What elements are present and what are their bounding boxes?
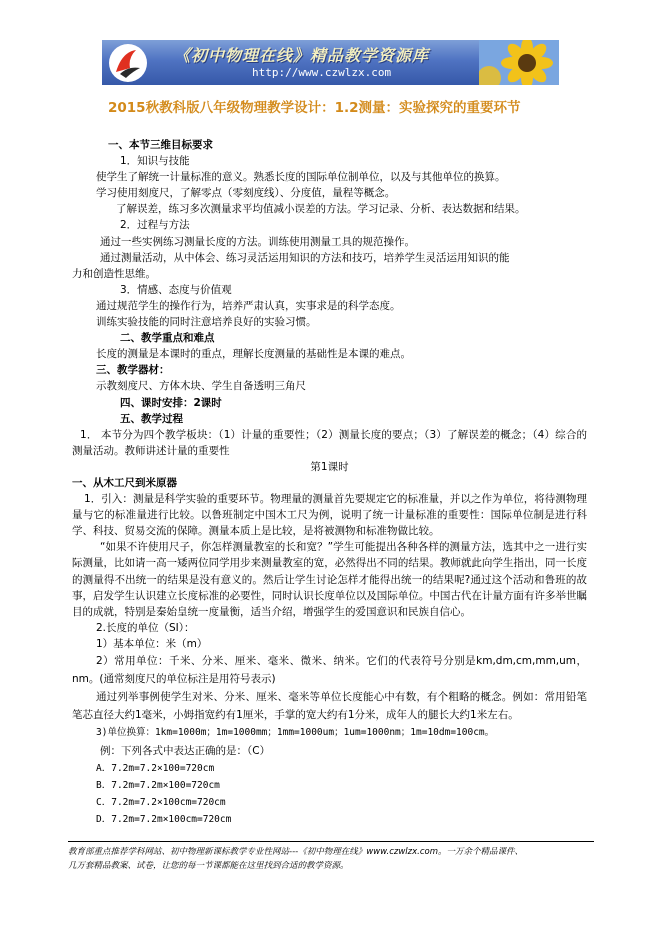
text-line: 四、课时安排：2课时 [120, 396, 222, 409]
option-b: B．7.2m=7.2m×100=720cm [96, 780, 220, 791]
text-line: 五、教学过程 [120, 412, 183, 425]
intro-paragraph: 1．引入：测量是科学实验的重要环节。物理量的测量首先要规定它的标准量，并以之作为单位，将待测物理量与它的标准量进行比较。以鲁班制定中国木工尺为例，说明了统一计量标准的重要性：国际单位制是进行科学、科技、贸易交流的保障。测量本质上是比较，是将被测物和标准物做比较。 [72, 493, 587, 538]
text-line: 学习使用刻度尺，了解零点（零刻度线）、分度值，量程等概念。 [96, 187, 396, 200]
option-c: C．7.2m=7.2×100cm=720cm [96, 797, 226, 808]
page-footer [68, 845, 594, 873]
document-title: 2015秋教科版八年级物理教学设计：1.2测量：实验探究的重要环节 [108, 100, 521, 116]
lesson-label: 第1课时 [310, 460, 349, 473]
example-prompt: 例：下列各式中表达正确的是：（C） [100, 745, 271, 757]
text-line: 了解误差，练习多次测量求平均值减小误差的方法。学习记录、分析、表达数据和结果。 [116, 203, 526, 216]
document-body [72, 137, 587, 828]
banner-url[interactable]: http://www.czwlzx.com [252, 66, 392, 79]
footer-line-1: 教育部重点推荐学科网站、初中物理新课标教学专业性网站---《初中物理在线》www.czwlzx.com。一万余个精品课件、 [68, 847, 524, 857]
text-line: 力和创造性思维。 [72, 267, 156, 280]
common-units: 2）常用单位：千米、分米、厘米、毫米、微米、纳米。它们的代表符号分别是km,dm,cm,mm,um，nm。(通常刻度尺的单位标注是用符号表示) [72, 655, 587, 685]
sunflower-icon [479, 40, 559, 85]
text-line: 一、本节三维目标要求 [108, 139, 213, 151]
objectives-section [72, 137, 587, 427]
footer-divider [68, 841, 594, 842]
option-d: D．7.2m=7.2m×100cm=720cm [96, 814, 232, 825]
text-line: 3．情感、态度与价值观 [120, 283, 232, 296]
text-line: 通过规范学生的操作行为，培养严肃认真，实事求是的科学态度。 [96, 299, 401, 312]
option-a: A．7.2m=7.2×100=720cm [96, 763, 215, 774]
banner-title: 《初中物理在线》精品教学资源库 [174, 46, 430, 65]
text-line: 1．知识与技能 [120, 155, 190, 168]
conversion-line: 3)单位换算：1km=1000m；1m=1000mm；1mm=1000um；1um=1000nm；1m=10dm=100cm。 [96, 727, 495, 738]
text-line: 三、教学器材： [96, 364, 170, 377]
text-line: 通过一些实例练习测量长度的方法。训练使用测量工具的规范操作。 [100, 235, 415, 248]
site-logo-icon [106, 42, 150, 84]
text-line: 训练实验技能的同时注意培养良好的实验习惯。 [96, 316, 317, 329]
text-line: 二、教学重点和难点 [120, 332, 215, 345]
footer-line-2: 几万套精品教案、试卷，让您的每一节课都能在这里找到合适的教学资源。 [68, 861, 349, 871]
section-heading: 一、从木工尺到米原器 [72, 476, 177, 489]
text-line: 示教刻度尺、方体木块、学生自备透明三角尺 [96, 380, 306, 393]
text-line: 使学生了解统一计量标准的意义。熟悉长度的国际单位制单位，以及与其他单位的换算。 [96, 171, 506, 184]
unit-heading: 2.长度的单位（SI）： [96, 621, 195, 634]
text-line: 通过测量活动，从中体会、练习灵活运用知识的方法和技巧，培养学生灵活运用知识的能 [100, 251, 510, 264]
estimate-paragraph: 通过列举事例使学生对米、分米、厘米、毫米等单位长度能心中有数，有个粗略的概念。例如：常用铅笔笔芯直径大约1毫米，小姆指宽约有1厘米，手掌的宽大约有1分米，成年人的腿长大约1米左右。 [72, 691, 587, 721]
header-banner [102, 40, 559, 85]
basic-unit: 1）基本单位：米（m） [96, 637, 208, 650]
question-paragraph: “如果不许使用尺子，你怎样测量教室的长和宽？”学生可能提出各种各样的测量方法，选其中之一进行实际测量，比如请一高一矮两位同学用步来测量教室的宽，必然得出不同的结果。教师就此向学生指出，同一长度的测量得不出统一的结果是没有意义的。然后让学生讨论怎样才能得出统一的结果呢?通过这个活动和鲁班的故事，启发学生认识建立长度标准的必要性，同时认识长度单位以及国际单位。中国古代在计量方面有许多举世瞩目的成就，特别是秦始皇统一度量衡，适当介绍，增强学生的爱国意识和民族自信心。 [72, 541, 587, 618]
text-line: 2．过程与方法 [120, 219, 190, 232]
process-paragraph: 1． 本节分为四个教学板块：（1）计量的重要性；（2）测量长度的要点；（3）了解误差的概念；（4）综合的测量活动。教师讲述计量的重要性 [72, 428, 587, 457]
text-line: 长度的测量是本课时的重点，理解长度测量的基础性是本课的难点。 [96, 348, 411, 361]
